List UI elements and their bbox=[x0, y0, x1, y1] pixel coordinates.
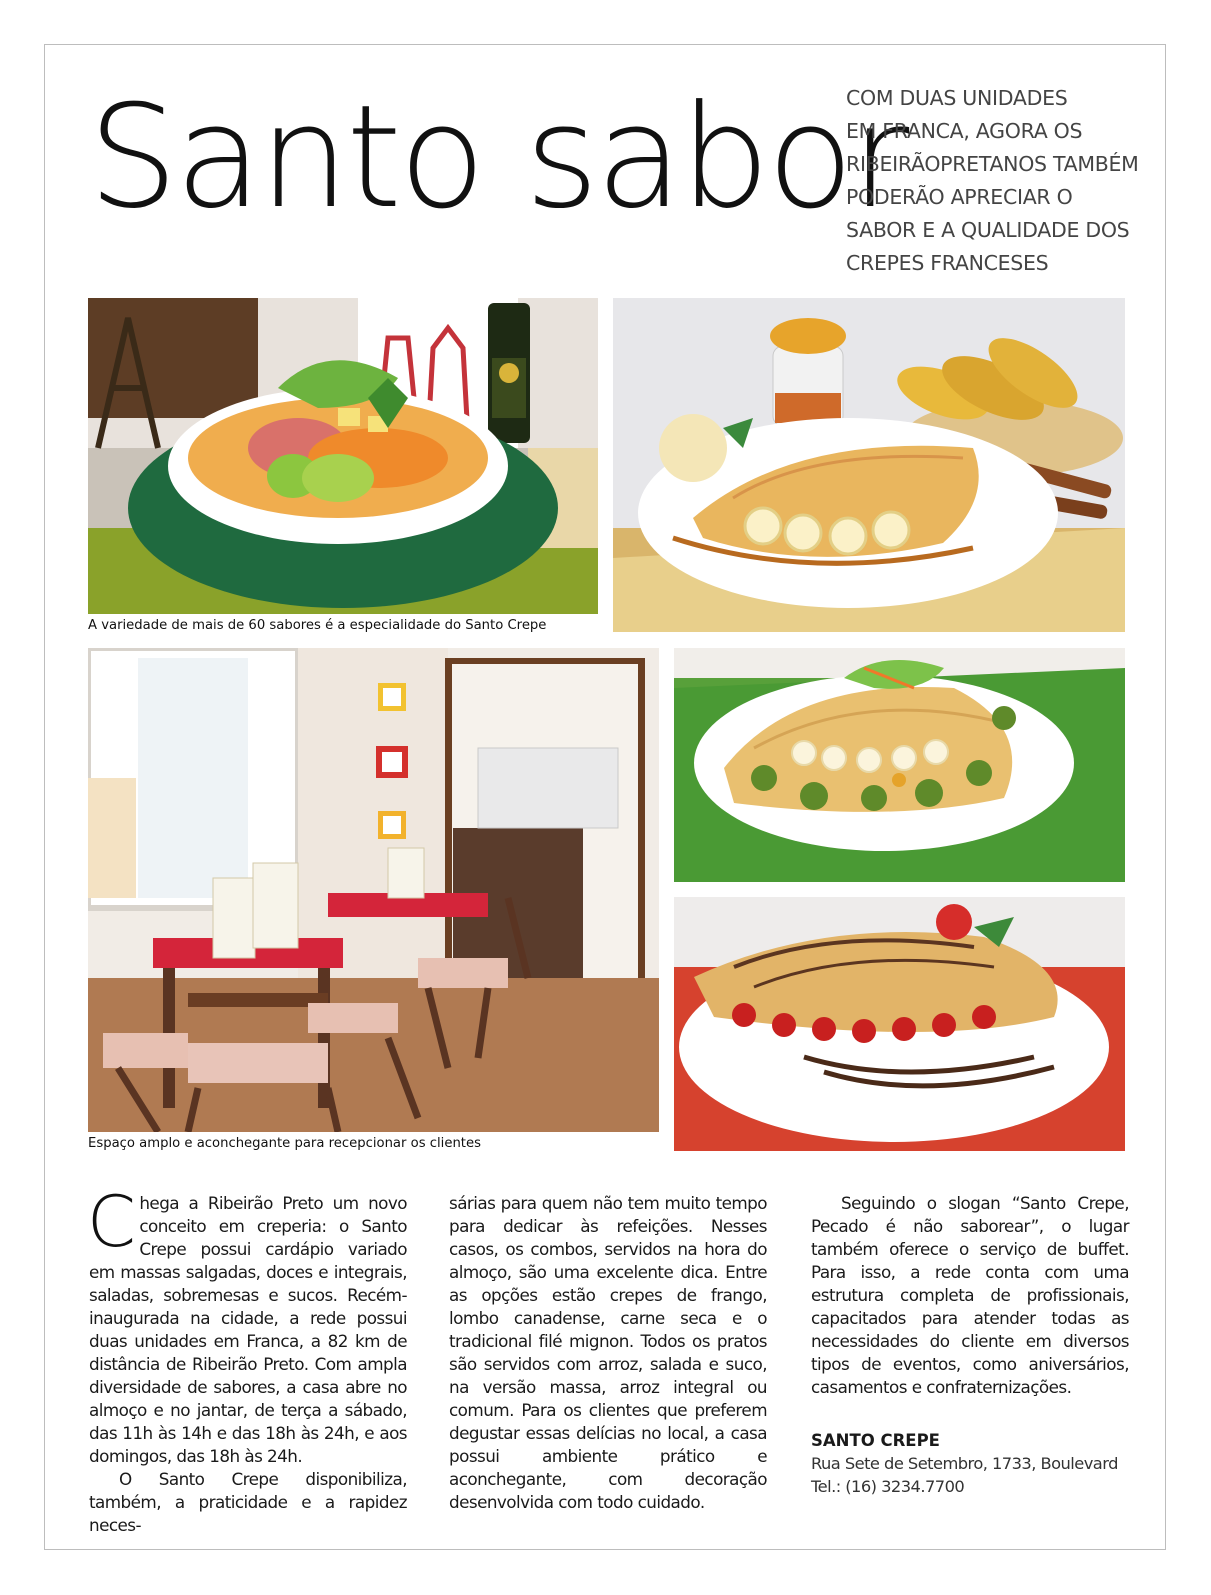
body-paragraph: sárias para quem não tem muito tempo para dedicar às refeições. Nesses casos, os combos, servidos na hora do almoço, são uma excelente dica. Entre as opções estão crepes de frango, lombo canadense, carne seca e o tradicional filé mignon. Todos os pratos são servidos com arroz, salada e suco, na versão massa, arroz integral ou comum. Para os clientes que preferem degustar essas delícias no local, a casa possui ambiente prático e aconchegante, com decoração desenvolvida com todo cuidado. bbox=[449, 1193, 767, 1512]
body-paragraph: Seguindo o slogan “Santo Crepe, Pecado é não saborear”, o lugar também oferece o serviço de buffet. Para isso, a rede conta com uma estrutura completa de profissionais, capacitados para atender todas as necessidades do cliente em diversos tipos de eventos, como aniversários, casamentos e confraternizações. bbox=[811, 1193, 1129, 1397]
subtitle-line: EM FRANCA, AGORA OS bbox=[846, 119, 1083, 143]
subtitle-line: RIBEIRÃOPRETANOS TAMBÉM bbox=[846, 152, 1139, 176]
contact-phone: Tel.: (16) 3234.7700 bbox=[811, 1477, 965, 1496]
subtitle-line: CREPES FRANCESES bbox=[846, 251, 1049, 275]
article-column-1 bbox=[87, 1181, 407, 1537]
subtitle-line: COM DUAS UNIDADES bbox=[846, 86, 1068, 110]
article-title: Santo sabor bbox=[88, 75, 907, 240]
body-paragraph bbox=[87, 1181, 407, 1468]
banana-crepe-photo bbox=[613, 298, 1125, 632]
strawberry-crepe-photo bbox=[674, 897, 1125, 1151]
contact-name: SANTO CREPE bbox=[811, 1431, 940, 1450]
subtitle-line: PODERÃO APRECIAR O bbox=[846, 185, 1073, 209]
photo-caption: A variedade de mais de 60 sabores é a especialidade do Santo Crepe bbox=[88, 618, 547, 633]
contact-block bbox=[811, 1429, 1129, 1498]
subtitle-line: SABOR E A QUALIDADE DOS bbox=[846, 218, 1130, 242]
restaurant-interior-photo bbox=[88, 648, 659, 1132]
paragraph-text: hega a Ribeirão Preto um novo conceito em creperia: o Santo Crepe possui cardápio variado em massas salgadas, doces e integrais, saladas, sobremesas e sucos. Recém-inaugurada na cidade, a rede possui duas unidades em Franca, a 82 km de distância de Ribeirão Preto. Com ampla diversidade de sabores, a casa abre no almoço e no jantar, de terça a sábado, das 11h às 14h e das 18h às 24h, e aos domingos, das 18h às 24h. bbox=[89, 1193, 407, 1466]
contact-address: Rua Sete de Setembro, 1733, Boulevard bbox=[811, 1454, 1118, 1473]
article-subtitle bbox=[846, 82, 1146, 280]
body-paragraph: O Santo Crepe disponibiliza, também, a praticidade e a rapidez neces- bbox=[89, 1469, 407, 1535]
savory-crepe-photo bbox=[674, 648, 1125, 882]
article-column-3 bbox=[811, 1192, 1129, 1498]
article-column-2 bbox=[449, 1192, 767, 1514]
drop-cap: C bbox=[87, 1181, 136, 1263]
salad-crepe-photo bbox=[88, 298, 598, 614]
photo-caption: Espaço amplo e aconchegante para recepcionar os clientes bbox=[88, 1136, 481, 1151]
